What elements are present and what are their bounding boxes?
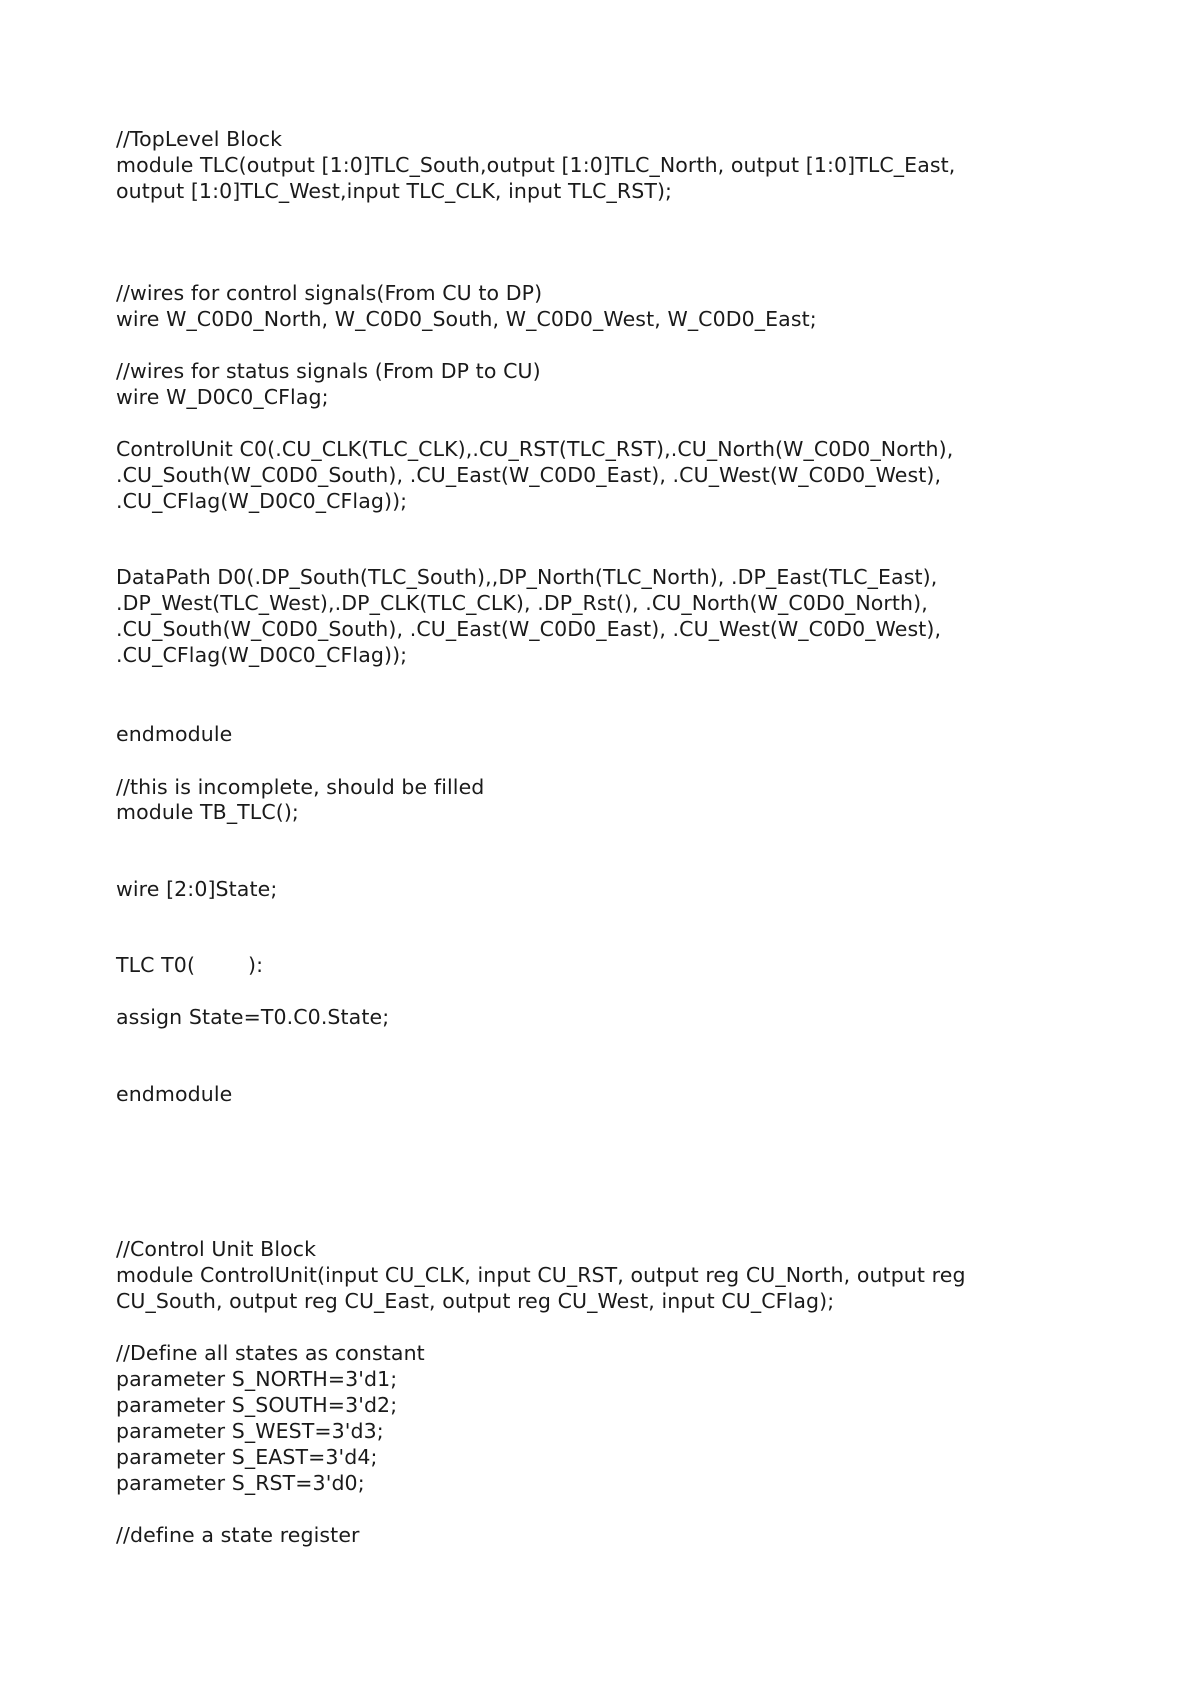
code-line: .CU_South(W_C0D0_South), .CU_East(W_C0D0_East), .CU_West(W_C0D0_West), bbox=[116, 463, 942, 487]
code-line: parameter S_SOUTH=3'd2; bbox=[116, 1393, 398, 1417]
code-line: wire W_D0C0_CFlag; bbox=[116, 385, 329, 409]
code-line: assign State=T0.C0.State; bbox=[116, 1005, 390, 1029]
code-line: .CU_CFlag(W_D0C0_CFlag)); bbox=[116, 489, 408, 513]
code-line: output [1:0]TLC_West,input TLC_CLK, input TLC_RST); bbox=[116, 179, 673, 203]
code-line: .DP_West(TLC_West),.DP_CLK(TLC_CLK), .DP_Rst(), .CU_North(W_C0D0_North), bbox=[116, 591, 928, 615]
code-line: module ControlUnit(input CU_CLK, input CU_RST, output reg CU_North, output reg bbox=[116, 1263, 966, 1287]
code-line: CU_South, output reg CU_East, output reg CU_West, input CU_CFlag); bbox=[116, 1289, 835, 1313]
code-line: TLC T0( ): bbox=[116, 953, 264, 977]
code-line: //this is incomplete, should be filled bbox=[116, 775, 485, 799]
code-line: wire [2:0]State; bbox=[116, 877, 278, 901]
code-line: //wires for control signals(From CU to DP) bbox=[116, 281, 543, 305]
code-line: //define a state register bbox=[116, 1523, 360, 1547]
code-line: //wires for status signals (From DP to CU) bbox=[116, 359, 541, 383]
code-line: .CU_South(W_C0D0_South), .CU_East(W_C0D0_East), .CU_West(W_C0D0_West), bbox=[116, 617, 942, 641]
code-line: //Define all states as constant bbox=[116, 1341, 425, 1365]
code-line: wire W_C0D0_North, W_C0D0_South, W_C0D0_West, W_C0D0_East; bbox=[116, 307, 817, 331]
code-line: DataPath D0(.DP_South(TLC_South),,DP_North(TLC_North), .DP_East(TLC_East), bbox=[116, 565, 938, 589]
code-line: endmodule bbox=[116, 722, 233, 746]
code-line: //Control Unit Block bbox=[116, 1237, 317, 1261]
code-line: parameter S_EAST=3'd4; bbox=[116, 1445, 378, 1469]
code-line: ControlUnit C0(.CU_CLK(TLC_CLK),.CU_RST(TLC_RST),.CU_North(W_C0D0_North), bbox=[116, 437, 954, 461]
code-line: //TopLevel Block bbox=[116, 127, 283, 151]
code-line: module TLC(output [1:0]TLC_South,output [1:0]TLC_North, output [1:0]TLC_East, bbox=[116, 153, 956, 177]
code-line: parameter S_NORTH=3'd1; bbox=[116, 1367, 398, 1391]
code-line: module TB_TLC(); bbox=[116, 800, 299, 824]
code-line: parameter S_RST=3'd0; bbox=[116, 1471, 365, 1495]
code-line: parameter S_WEST=3'd3; bbox=[116, 1419, 384, 1443]
code-line: .CU_CFlag(W_D0C0_CFlag)); bbox=[116, 643, 408, 667]
code-line: endmodule bbox=[116, 1082, 233, 1106]
